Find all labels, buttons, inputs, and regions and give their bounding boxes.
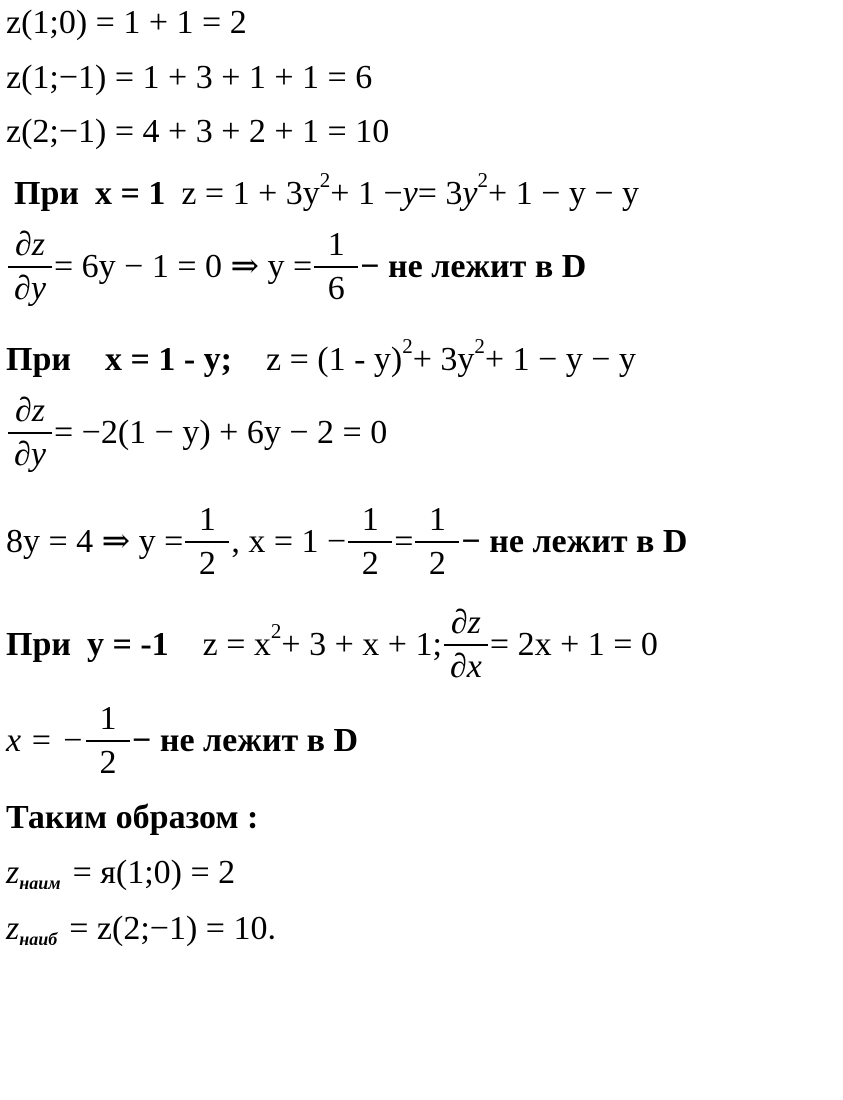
fraction-denominator: 2 [185, 541, 229, 581]
solution-y-one-half [6, 503, 687, 581]
conclusion-text: − не лежит в D [461, 523, 688, 560]
fraction-numerator: 1 [99, 700, 117, 737]
partial-derivative-fraction [446, 606, 486, 684]
expression-part: z = (1 - y) [265, 341, 403, 378]
fraction-numerator: ∂z [14, 392, 46, 429]
equation-text: z(1;0) = 1 + 1 = 2 [6, 4, 247, 41]
conclusion-text: − не лежит в D [131, 722, 359, 759]
case-condition: x = 1 [94, 175, 166, 212]
expression-part: = 3 [417, 175, 463, 212]
expression-part: + 1 − [330, 175, 403, 212]
conclusion-heading [6, 801, 258, 835]
fraction-denominator: ∂y [8, 266, 52, 306]
case-word: При [6, 341, 71, 378]
fraction-one-half [350, 503, 390, 581]
expression-part: x = − [6, 722, 84, 759]
case-word: При [14, 175, 79, 212]
expression-part: + 3y [412, 341, 475, 378]
expression-part: z = x [202, 626, 271, 663]
equation-text: z(2;−1) = 4 + 3 + 2 + 1 = 10 [6, 113, 390, 150]
case-y-equals-minus1: При y = -1 z = x $^2$ + 3 + x + 1; $\frac{\partial z}{\partial x}$ = 2x + 1 = 0 [6, 604, 658, 685]
fraction-numerator: 1 [428, 501, 446, 538]
result-z-min: z $_{наим}$ = я(1;0) = 2 [6, 854, 236, 893]
derivative-dz-dy-case1 [6, 228, 586, 306]
fraction-numerator: ∂z [14, 226, 46, 263]
case-x-equals-1: При x = 1 z = 1 + 3y $^2$ + 1 − y = 3 y $^2$ + 1 − y − y [14, 168, 640, 212]
expression-part: = −2(1 − y) + 6y − 2 = 0 [54, 414, 388, 451]
expression-part: + 1 − y − y [488, 175, 640, 212]
expression-part: z = 1 + 3y [181, 175, 320, 212]
fraction-denominator: 6 [314, 266, 358, 306]
expression-part: = 6y − 1 = 0 ⇒ y = [54, 248, 313, 285]
variable-y: y [462, 175, 478, 212]
result-text: = я(1;0) = 2 [72, 854, 236, 891]
case-word: При [6, 626, 71, 663]
partial-derivative-fraction [10, 394, 50, 472]
fraction-denominator: 2 [415, 541, 459, 581]
fraction-numerator: 1 [198, 501, 216, 538]
result-text: = z(2;−1) = 10. [69, 910, 276, 947]
expression-part: + 1 − y − y [484, 341, 636, 378]
partial-derivative-fraction [10, 228, 50, 306]
fraction-denominator: 2 [348, 541, 392, 581]
derivative-dz-dy-case2 [6, 394, 387, 472]
result-z-max: z $_{наиб}$ = z(2;−1) = 10. [6, 910, 276, 949]
equation-z-2-minus1 [6, 115, 389, 149]
variable-z: z [6, 854, 20, 891]
fraction-denominator: ∂y [8, 432, 52, 472]
fraction-numerator: 1 [361, 501, 379, 538]
expression-part: = 2x + 1 = 0 [489, 626, 658, 663]
case-x-equals-1-minus-y: При x = 1 - y; z = (1 - y) $^2$ + 3y $^2$ + 1 − y − y [6, 334, 636, 378]
expression-part: 8y = 4 ⇒ y = [6, 523, 184, 560]
variable-z: z [6, 910, 20, 947]
fraction-one-half [187, 503, 227, 581]
solution-x-minus-one-half [6, 702, 358, 780]
heading-text: Таким образом : [6, 799, 259, 836]
expression-part: = [394, 523, 414, 560]
variable-y: y [402, 175, 418, 212]
fraction-one-half [88, 702, 128, 780]
fraction-numerator: 1 [327, 226, 345, 263]
fraction-denominator: ∂x [444, 644, 488, 684]
expression-part: + 3 + x + 1; [281, 626, 442, 663]
equation-text: z(1;−1) = 1 + 3 + 1 + 1 = 6 [6, 59, 373, 96]
fraction-one-half [417, 503, 457, 581]
equation-z-1-0 [6, 6, 247, 40]
fraction-numerator: ∂z [450, 604, 481, 641]
equation-z-1-minus1 [6, 61, 372, 95]
fraction-one-sixth [316, 228, 356, 306]
case-condition: y = -1 [86, 626, 169, 663]
expression-part: , x = 1 − [231, 523, 347, 560]
fraction-denominator: 2 [86, 740, 130, 780]
case-condition: x = 1 - y; [104, 341, 232, 378]
conclusion-text: − не лежит в D [360, 248, 587, 285]
